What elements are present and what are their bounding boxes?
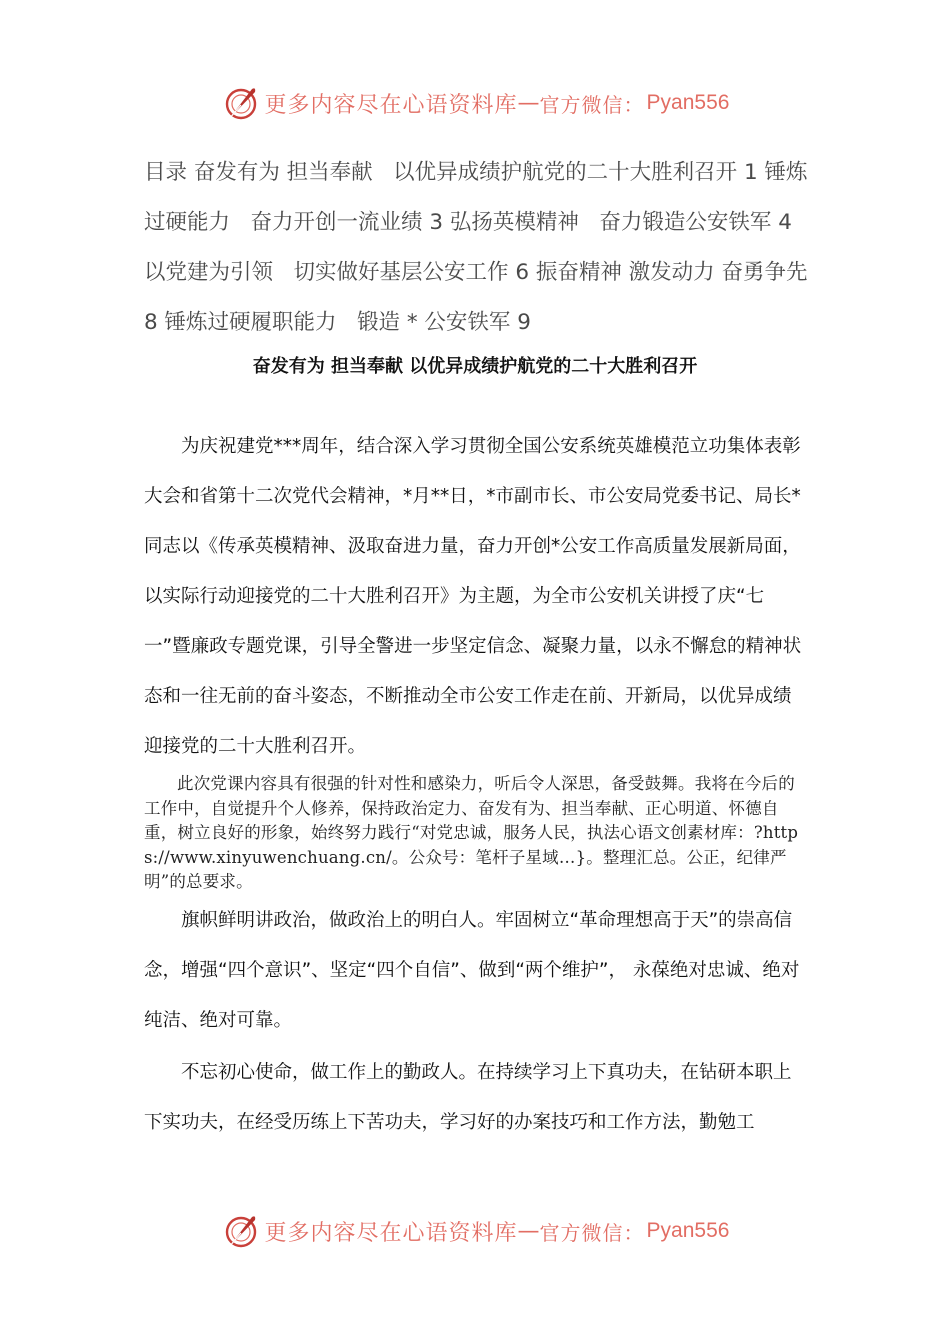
quill-logo-icon	[221, 83, 261, 123]
watermark-separator: —	[517, 1218, 540, 1244]
quill-logo-icon	[221, 1211, 261, 1251]
header-watermark	[0, 80, 950, 126]
footer-watermark	[0, 1208, 950, 1254]
watermark-label: 官方微信：	[539, 1220, 645, 1245]
watermark-label: 官方微信：	[539, 92, 645, 117]
watermark-main-text: 更多内容尽在心语资料库	[264, 92, 518, 118]
table-of-contents: 目录 奋发有为 担当奉献 以优异成绩护航党的二十大胜利召开 1 锤炼过硬能力 奋力开创一流业绩 3 弘扬英模精神 奋力锻造公安铁军 4 以党建为引领 切实做好基层公安工作 6 振奋精神 激发动力 奋勇争先 8 锤炼过硬履职能力 锻造 * 公安铁军 9	[144, 160, 815, 335]
body-paragraph-4: 不忘初心使命，做工作上的勤政人。在持续学习上下真功夫，在钻研本职上下实功夫，在经受历练上下苦功夫，学习好的办案技巧和工作方法，勤勉工	[144, 1062, 792, 1133]
body-paragraph-2: 此次党课内容具有很强的针对性和感染力，听后令人深思，备受鼓舞。我将在今后的工作中，自觉提升个人修养，保持政治定力、奋发有为、担当奉献、正心明道、怀德自重，树立良好的形象，始终努力践行“对党忠诚，服务人民，执法心语文创素材库：?https://www.xinyuwenchuang.cn/。公众号：笔杆子星域…}。整理汇总。公正，纪律严明”的总要求。	[144, 774, 799, 891]
article-title: 奋发有为 担当奉献 以优异成绩护航党的二十大胜利召开	[252, 356, 698, 377]
body-paragraph-3: 旗帜鲜明讲政治，做政治上的明白人。牢固树立“革命理想高于天”的崇高信念，增强“四个意识”、坚定“四个自信”、做到“两个维护”， 永葆绝对忠诚、绝对纯洁、绝对可靠。	[144, 910, 800, 1031]
watermark-wechat-id: Pyan556	[646, 1219, 730, 1242]
body-paragraph-1: 为庆祝建党***周年，结合深入学习贯彻全国公安系统英雄模范立功集体表彰大会和省第十二次党代会精神，*月**日，*市副市长、市公安局党委书记、局长*同志以《传承英模精神、汲取奋进力量，奋力开创*公安工作高质量发展新局面，以实际行动迎接党的二十大胜利召开》为主题，为全市公安机关讲授了庆“七一”暨廉政专题党课，引导全警进一步坚定信念、凝聚力量，以永不懈怠的精神状态和一往无前的奋斗姿态，不断推动全市公安工作走在前、开新局，以优异成绩迎接党的二十大胜利召开。	[144, 436, 802, 757]
watermark-wechat-id: Pyan556	[646, 91, 730, 114]
watermark-main-text: 更多内容尽在心语资料库	[264, 1220, 518, 1246]
watermark-separator: —	[517, 90, 540, 116]
